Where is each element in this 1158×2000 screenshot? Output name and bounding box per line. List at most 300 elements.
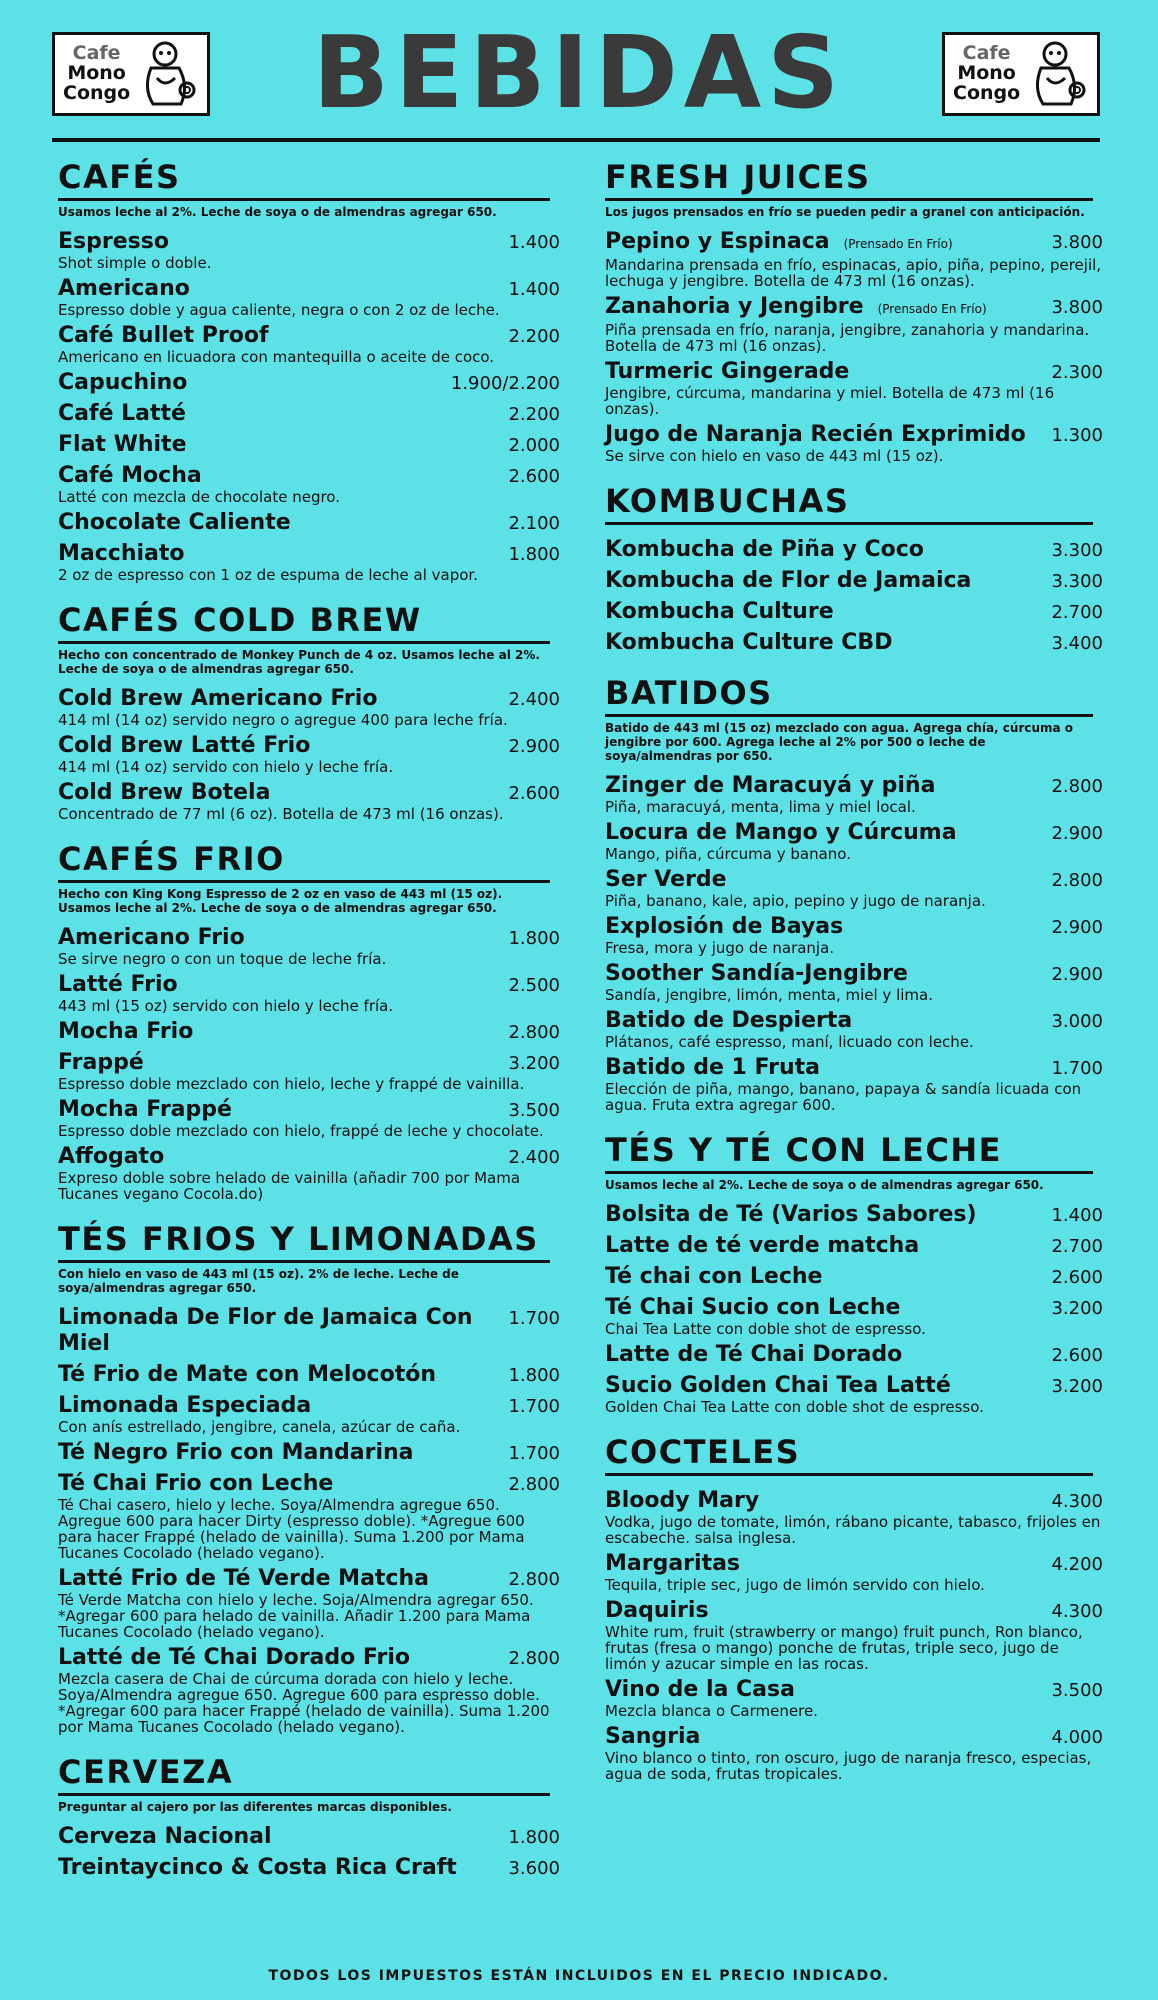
menu-item-name-text: Soother Sandía-Jengibre bbox=[605, 961, 908, 986]
section-note: Hecho con concentrado de Monkey Punch de 4 oz. Usamos leche al 2%. Leche de soya o de almendras agregar 650. bbox=[58, 648, 540, 676]
menu-item-price: 2.600 bbox=[1051, 1345, 1103, 1366]
section-note: Usamos leche al 2%. Leche de soya o de almendras agregar 650. bbox=[58, 205, 497, 219]
menu-item-name-text: Cerveza Nacional bbox=[58, 1824, 272, 1849]
menu-item bbox=[605, 599, 1103, 625]
menu-item bbox=[58, 1471, 560, 1561]
menu-item-row bbox=[605, 1008, 1103, 1034]
menu-item-description: Se sirve con hielo en vaso de 443 ml (15 oz). bbox=[605, 447, 944, 465]
menu-item bbox=[605, 773, 1103, 815]
menu-item-name bbox=[58, 1440, 414, 1466]
menu-item-price: 3.300 bbox=[1051, 571, 1103, 592]
menu-item-price: 3.200 bbox=[1051, 1298, 1103, 1319]
menu-item-row bbox=[58, 510, 560, 536]
menu-item-name bbox=[58, 780, 270, 806]
menu-item-price: 2.700 bbox=[1051, 602, 1103, 623]
menu-item bbox=[605, 867, 1103, 909]
menu-item-name-text: Sucio Golden Chai Tea Latté bbox=[605, 1373, 951, 1398]
menu-item-price: 1.700 bbox=[508, 1308, 560, 1329]
menu-item-price: 2.000 bbox=[508, 435, 560, 456]
menu-item bbox=[58, 1144, 560, 1202]
menu-item-description: White rum, fruit (strawberry or mango) fruit punch, Ron blanco, frutas (fresa o mango) ponche de frutas, triple seco, jugo de limón y azucar simple en las rocas. bbox=[605, 1623, 1083, 1673]
menu-item-name-text: Cold Brew Latté Frio bbox=[58, 733, 311, 758]
menu-item-description: Té Verde Matcha con hielo y leche. Soja/Almendra agregar 650. *Agregar 600 para helado de vainilla. Añadir 1.200 para Mama Tucanes Cocolado (helado vegano). bbox=[58, 1591, 534, 1641]
menu-item-description: Espresso doble y agua caliente, negra o con 2 oz de leche. bbox=[58, 301, 500, 319]
menu-item-price: 2.800 bbox=[508, 1022, 560, 1043]
menu-item-price: 3.500 bbox=[508, 1100, 560, 1121]
menu-item-price: 2.900 bbox=[1051, 964, 1103, 985]
menu-item-name bbox=[605, 422, 1026, 448]
menu-item-row bbox=[605, 568, 1103, 594]
menu-item-name-text: Mocha Frio bbox=[58, 1019, 194, 1044]
logo-line2: Mono bbox=[957, 62, 1016, 85]
menu-item-row bbox=[58, 1566, 560, 1592]
menu-item-row bbox=[58, 1305, 560, 1357]
section-cerveza bbox=[58, 1753, 560, 1881]
menu-item-price: 2.600 bbox=[508, 783, 560, 804]
menu-item bbox=[58, 925, 560, 967]
menu-item bbox=[605, 1008, 1103, 1050]
menu-item-price: 2.900 bbox=[1051, 823, 1103, 844]
menu-item-description: Elección de piña, mango, banano, papaya & sandía licuada con agua. Fruta extra agregar 600. bbox=[605, 1080, 1082, 1114]
menu-item bbox=[605, 229, 1103, 289]
menu-item bbox=[605, 1233, 1103, 1259]
menu-item-name bbox=[605, 537, 924, 563]
section-title: CAFÉS FRIO bbox=[58, 840, 550, 883]
menu-item-name-text: Cold Brew Botela bbox=[58, 780, 271, 805]
menu-item-name bbox=[605, 599, 834, 625]
menu-item-description: Espresso doble mezclado con hielo, frappé de leche y chocolate. bbox=[58, 1122, 544, 1140]
menu-item-name-text: Vino de la Casa bbox=[605, 1677, 795, 1702]
menu-item-price: 2.900 bbox=[1051, 917, 1103, 938]
menu-item-description: 2 oz de espresso con 1 oz de espuma de leche al vapor. bbox=[58, 566, 478, 584]
menu-item-description: Expreso doble sobre helado de vainilla (añadir 700 por Mama Tucanes vegano Cocola.do) bbox=[58, 1169, 521, 1203]
menu-item-name bbox=[58, 925, 245, 951]
menu-item-row bbox=[605, 1724, 1103, 1750]
menu-item bbox=[58, 1440, 560, 1466]
menu-item-description: Jengibre, cúrcuma, mandarina y miel. Botella de 473 ml (16 onzas). bbox=[605, 384, 1055, 418]
menu-item bbox=[605, 1551, 1103, 1593]
menu-item-row bbox=[58, 686, 560, 712]
menu-item-description: Concentrado de 77 ml (6 oz). Botella de 473 ml (16 onzas). bbox=[58, 805, 504, 823]
menu-item-description: Espresso doble mezclado con hielo, leche y frappé de vainilla. bbox=[58, 1075, 525, 1093]
menu-item-price: 2.800 bbox=[1051, 776, 1103, 797]
menu-item-description: Mandarina prensada en frío, espinacas, apio, piña, pepino, perejil, lechuga y jengibre. Botella de 473 ml (16 onzas). bbox=[605, 256, 1102, 290]
menu-item-name bbox=[605, 568, 971, 594]
menu-item bbox=[58, 1097, 560, 1139]
menu-item-name bbox=[58, 510, 291, 536]
menu-item-description: Shot simple o doble. bbox=[58, 254, 212, 272]
menu-item-price: 2.700 bbox=[1051, 1236, 1103, 1257]
section-note: Hecho con King Kong Espresso de 2 oz en vaso de 443 ml (15 oz). Usamos leche al 2%. Leche de soya o de almendras agregar 650. bbox=[58, 887, 503, 915]
menu-item-price: 3.800 bbox=[1051, 297, 1103, 318]
menu-item-name-text: Batido de 1 Fruta bbox=[605, 1055, 820, 1080]
menu-item-description: Americano en licuadora con mantequilla o aceite de coco. bbox=[58, 348, 495, 366]
section-title: TÉS Y TÉ CON LECHE bbox=[605, 1131, 1093, 1174]
menu-item-row bbox=[58, 1050, 560, 1076]
menu-item-price: 3.600 bbox=[508, 1858, 560, 1879]
menu-item-name bbox=[58, 276, 190, 302]
menu-item-price: 2.800 bbox=[1051, 870, 1103, 891]
monkey-icon bbox=[1027, 38, 1089, 110]
menu-item bbox=[58, 1566, 560, 1640]
menu-item bbox=[58, 1019, 560, 1045]
menu-item-row bbox=[58, 370, 560, 396]
menu-item-row bbox=[58, 1440, 560, 1466]
menu-item-name-text: Kombucha Culture bbox=[605, 599, 834, 624]
menu-item-row bbox=[58, 1144, 560, 1170]
menu-item bbox=[605, 914, 1103, 956]
menu-item-row bbox=[605, 1202, 1103, 1228]
menu-item bbox=[58, 1050, 560, 1092]
menu-item-description: Piña, maracuyá, menta, lima y miel local. bbox=[605, 798, 916, 816]
menu-item bbox=[605, 537, 1103, 563]
menu-item-row bbox=[605, 229, 1103, 257]
menu-item-row bbox=[605, 1055, 1103, 1081]
menu-item-name-text: Latte de té verde matcha bbox=[605, 1233, 920, 1258]
menu-item bbox=[605, 1295, 1103, 1337]
menu-item-name bbox=[605, 1295, 900, 1321]
menu-item-name-text: Té Frio de Mate con Melocotón bbox=[58, 1362, 437, 1387]
menu-item-name-text: Café Bullet Proof bbox=[58, 323, 269, 348]
menu-item-name bbox=[605, 867, 727, 893]
menu-item-name bbox=[58, 401, 186, 427]
section-note: Batido de 443 ml (15 oz) mezclado con agua. Agrega chía, cúrcuma o jengibre por 600. Agrega leche al 2% por 500 o leche de soya/almendras por 650. bbox=[605, 721, 1074, 763]
menu-item-row bbox=[58, 1645, 560, 1671]
menu-item-name bbox=[58, 1019, 193, 1045]
menu-item-description: Té Chai casero, hielo y leche. Soya/Almendra agregue 650. Agregue 600 para hacer Dirty (espresso doble). *Agregue 600 para hacer Frappé (helado de vainilla). Suma 1.200 por Mama Tucanes Cocolado (helado vegano). bbox=[58, 1496, 525, 1562]
menu-item-tag: (Prensado En Frío) bbox=[843, 237, 953, 251]
menu-item-description: Sandía, jengibre, limón, menta, miel y lima. bbox=[605, 986, 933, 1004]
menu-item-price: 3.500 bbox=[1051, 1680, 1103, 1701]
menu-item bbox=[58, 401, 560, 427]
menu-item-name-text: Americano Frio bbox=[58, 925, 245, 950]
menu-item-name-text: Treintaycinco & Costa Rica Craft bbox=[58, 1855, 457, 1880]
logo-line3: Congo bbox=[953, 81, 1021, 104]
menu-item-name-text: Té Chai Frio con Leche bbox=[58, 1471, 334, 1496]
section-title: CAFÉS bbox=[58, 158, 550, 201]
menu-item-row bbox=[58, 925, 560, 951]
menu-item-row bbox=[605, 1551, 1103, 1577]
menu-item-name-text: Café Latté bbox=[58, 401, 186, 426]
menu-item-name-text: Turmeric Gingerade bbox=[605, 359, 850, 384]
menu-item bbox=[58, 510, 560, 536]
logo-line1: Cafe bbox=[962, 42, 1011, 65]
menu-item-description: Con anís estrellado, jengibre, canela, azúcar de caña. bbox=[58, 1418, 461, 1436]
menu-item-description: Mezcla blanca o Carmenere. bbox=[605, 1702, 818, 1720]
menu-item-name bbox=[605, 1233, 919, 1259]
menu-item-row bbox=[605, 1342, 1103, 1368]
section-title: CERVEZA bbox=[58, 1753, 550, 1796]
menu-item-name bbox=[58, 1305, 508, 1357]
section-note: Con hielo en vaso de 443 ml (15 oz). 2% de leche. Leche de soya/almendras agregar 650. bbox=[58, 1267, 459, 1295]
menu-item-name bbox=[58, 463, 202, 489]
section-fresh-juices bbox=[605, 158, 1103, 464]
menu-item-price: 2.600 bbox=[1051, 1267, 1103, 1288]
menu-item-price: 4.300 bbox=[1051, 1491, 1103, 1512]
menu-item-price: 3.300 bbox=[1051, 540, 1103, 561]
menu-item bbox=[58, 1393, 560, 1435]
menu-item-name-text: Limonada Especiada bbox=[58, 1393, 312, 1418]
menu-item bbox=[58, 1645, 560, 1735]
page-title: BEBIDAS bbox=[312, 14, 846, 131]
menu-item-name bbox=[58, 1824, 272, 1850]
menu-item-row bbox=[605, 820, 1103, 846]
menu-item bbox=[58, 323, 560, 365]
menu-item bbox=[605, 1202, 1103, 1228]
logo-line1: Cafe bbox=[72, 42, 121, 65]
menu-item-description: Vino blanco o tinto, ron oscuro, jugo de naranja fresco, especias, agua de soda, frutas tropicales. bbox=[605, 1749, 1092, 1783]
menu-item-row bbox=[605, 359, 1103, 385]
menu-item-row bbox=[605, 422, 1103, 448]
menu-item bbox=[605, 1264, 1103, 1290]
menu-item-name bbox=[58, 1362, 436, 1388]
menu-item-row bbox=[605, 630, 1103, 656]
section-title: COCTELES bbox=[605, 1433, 1093, 1476]
menu-item bbox=[605, 1373, 1103, 1415]
menu-item bbox=[58, 432, 560, 458]
menu-item-price: 4.000 bbox=[1051, 1727, 1103, 1748]
menu-item-name bbox=[605, 359, 849, 385]
section-note: Usamos leche al 2%. Leche de soya o de almendras agregar 650. bbox=[605, 1178, 1044, 1192]
menu-item-name bbox=[58, 686, 377, 712]
menu-item-name-text: Kombucha de Flor de Jamaica bbox=[605, 568, 972, 593]
section-title: CAFÉS COLD BREW bbox=[58, 601, 550, 644]
menu-item-name-text: Batido de Despierta bbox=[605, 1008, 853, 1033]
menu-item-price: 1.900/2.200 bbox=[450, 373, 560, 394]
menu-item-price: 2.600 bbox=[508, 466, 560, 487]
menu-item bbox=[605, 568, 1103, 594]
menu-item-price: 2.100 bbox=[508, 513, 560, 534]
menu-item bbox=[58, 733, 560, 775]
menu-item-row bbox=[605, 1264, 1103, 1290]
menu-item-description: Piña prensada en frío, naranja, jengibre, zanahoria y mandarina. Botella de 473 ml (16 onzas). bbox=[605, 321, 1090, 355]
menu-item-tag: (Prensado En Frío) bbox=[877, 302, 987, 316]
menu-item-price: 2.900 bbox=[508, 736, 560, 757]
menu-item-name-text: Café Mocha bbox=[58, 463, 202, 488]
menu-item-name-text: Affogato bbox=[58, 1144, 165, 1169]
menu-item-row bbox=[605, 1295, 1103, 1321]
menu-item-price: 2.400 bbox=[508, 689, 560, 710]
menu-item-name bbox=[58, 1144, 164, 1170]
logo-text bbox=[953, 44, 1020, 104]
menu-item-row bbox=[605, 1233, 1103, 1259]
menu-item-price: 2.800 bbox=[508, 1569, 560, 1590]
menu-item-name-text: Margaritas bbox=[605, 1551, 741, 1576]
menu-item-name bbox=[605, 820, 957, 846]
menu-item-price: 2.300 bbox=[1051, 362, 1103, 383]
menu-item-name bbox=[605, 1202, 977, 1228]
menu-item-name bbox=[605, 1677, 795, 1703]
menu-item-name bbox=[605, 229, 953, 257]
menu-item-price: 4.300 bbox=[1051, 1601, 1103, 1622]
menu-item-price: 1.800 bbox=[508, 928, 560, 949]
section-kombuchas bbox=[605, 482, 1103, 656]
menu-item-row bbox=[605, 914, 1103, 940]
menu-item-description: Latté con mezcla de chocolate negro. bbox=[58, 488, 340, 506]
menu-item-name bbox=[605, 773, 935, 799]
menu-item-price: 1.800 bbox=[508, 1827, 560, 1848]
menu-item-name-text: Limonada De Flor de Jamaica Con Miel bbox=[58, 1305, 473, 1356]
menu-item-description: 414 ml (14 oz) servido con hielo y leche fría. bbox=[58, 758, 394, 776]
section-cafes-cold-brew bbox=[58, 601, 560, 822]
section-cafes bbox=[58, 158, 560, 583]
menu-item bbox=[605, 961, 1103, 1003]
menu-item-price: 3.200 bbox=[508, 1053, 560, 1074]
menu-item-name bbox=[58, 229, 169, 255]
menu-item-price: 1.400 bbox=[508, 232, 560, 253]
menu-item-name bbox=[605, 1724, 700, 1750]
menu-item-description: Se sirve negro o con un toque de leche fría. bbox=[58, 950, 387, 968]
section-note: Preguntar al cajero por las diferentes marcas disponibles. bbox=[58, 1800, 452, 1814]
menu-item-row bbox=[605, 867, 1103, 893]
menu-item-name bbox=[605, 1264, 822, 1290]
menu-item-name bbox=[605, 1373, 951, 1399]
menu-item bbox=[58, 541, 560, 583]
menu-item-row bbox=[605, 294, 1103, 322]
menu-item bbox=[58, 463, 560, 505]
menu-item-row bbox=[605, 599, 1103, 625]
menu-item-row bbox=[58, 1824, 560, 1850]
right-column bbox=[605, 140, 1103, 1787]
menu-item-description: 414 ml (14 oz) servido negro o agregue 400 para leche fría. bbox=[58, 711, 508, 729]
menu-item-name bbox=[605, 1342, 902, 1368]
menu-item-description: Piña, banano, kale, apio, pepino y jugo de naranja. bbox=[605, 892, 986, 910]
menu-item-name bbox=[58, 1097, 232, 1123]
menu-item-row bbox=[58, 432, 560, 458]
menu-item-price: 2.200 bbox=[508, 404, 560, 425]
menu-item bbox=[605, 820, 1103, 862]
menu-item-name-text: Pepino y Espinaca bbox=[605, 229, 830, 254]
menu-item-row bbox=[605, 1677, 1103, 1703]
menu-item bbox=[605, 359, 1103, 417]
menu-item-name-text: Zanahoria y Jengibre bbox=[605, 294, 864, 319]
menu-item-name-text: Explosión de Bayas bbox=[605, 914, 844, 939]
menu-item-name bbox=[605, 961, 908, 987]
menu-item bbox=[58, 1855, 560, 1881]
menu-item-name bbox=[58, 1645, 410, 1671]
menu-item-price: 3.200 bbox=[1051, 1376, 1103, 1397]
menu-item-name-text: Zinger de Maracuyá y piña bbox=[605, 773, 936, 798]
section-batidos bbox=[605, 674, 1103, 1113]
section-cafes-frio bbox=[58, 840, 560, 1202]
menu-item-price: 1.700 bbox=[1051, 1058, 1103, 1079]
menu-item-name bbox=[58, 1050, 144, 1076]
menu-item-row bbox=[58, 276, 560, 302]
menu-item-row bbox=[58, 229, 560, 255]
menu-item-description: Mango, piña, cúrcuma y banano. bbox=[605, 845, 851, 863]
menu-item-name-text: Mocha Frappé bbox=[58, 1097, 232, 1122]
menu-item-name bbox=[58, 972, 178, 998]
menu-item-name-text: Jugo de Naranja Recién Exprimido bbox=[605, 422, 1026, 447]
menu-item-row bbox=[58, 1019, 560, 1045]
menu-item-row bbox=[605, 1373, 1103, 1399]
menu-item-price: 2.400 bbox=[508, 1147, 560, 1168]
menu-item bbox=[58, 780, 560, 822]
menu-item bbox=[58, 276, 560, 318]
left-column bbox=[58, 140, 560, 1886]
menu-item-name bbox=[605, 1008, 852, 1034]
menu-item-row bbox=[58, 733, 560, 759]
menu-item bbox=[605, 294, 1103, 354]
menu-item bbox=[605, 1677, 1103, 1719]
section-title: TÉS FRIOS Y LIMONADAS bbox=[58, 1220, 550, 1263]
menu-item-name-text: Daquiris bbox=[605, 1598, 709, 1623]
menu-item-name bbox=[58, 1855, 457, 1881]
menu-item-price: 1.700 bbox=[508, 1396, 560, 1417]
logo-line2: Mono bbox=[67, 62, 126, 85]
menu-item-price: 1.800 bbox=[508, 1365, 560, 1386]
menu-item-name bbox=[605, 630, 892, 656]
menu-item-row bbox=[58, 1362, 560, 1388]
menu-item-name bbox=[605, 294, 987, 322]
menu-item-name bbox=[605, 1055, 820, 1081]
menu-item-name bbox=[605, 914, 843, 940]
menu-item-row bbox=[58, 1097, 560, 1123]
menu-item bbox=[58, 972, 560, 1014]
menu-item-row bbox=[58, 463, 560, 489]
menu-item-name-text: Té Chai Sucio con Leche bbox=[605, 1295, 901, 1320]
menu-item-description: 443 ml (15 oz) servido con hielo y leche fría. bbox=[58, 997, 394, 1015]
menu-item-name-text: Té Negro Frio con Mandarina bbox=[58, 1440, 414, 1465]
menu-item-name-text: Locura de Mango y Cúrcuma bbox=[605, 820, 957, 845]
menu-item-name-text: Capuchino bbox=[58, 370, 188, 395]
menu-item-row bbox=[58, 401, 560, 427]
menu-item-description: Chai Tea Latte con doble shot de espresso. bbox=[605, 1320, 926, 1338]
menu-item-row bbox=[58, 972, 560, 998]
menu-item-row bbox=[58, 541, 560, 567]
menu-item-name-text: Espresso bbox=[58, 229, 169, 254]
menu-item-name bbox=[605, 1598, 709, 1624]
menu-item-name-text: Sangria bbox=[605, 1724, 701, 1749]
menu-item-price: 4.200 bbox=[1051, 1554, 1103, 1575]
menu-item bbox=[605, 1342, 1103, 1368]
menu-item-name-text: Latte de Té Chai Dorado bbox=[605, 1342, 903, 1367]
section-tes-frios-y-limonadas bbox=[58, 1220, 560, 1735]
menu-item-description: Mezcla casera de Chai de cúrcuma dorada con hielo y leche. Soya/Almendra agregue 650. Agregue 600 para espresso doble. *Agregar 600 para hacer Frappé (helado de vainilla). Suma 1.200 por Mama Tucanes Cocolado (helado vegano). bbox=[58, 1670, 550, 1736]
menu-item-price: 2.800 bbox=[508, 1648, 560, 1669]
menu-item-price: 1.400 bbox=[508, 279, 560, 300]
menu-item-name-text: Bloody Mary bbox=[605, 1488, 760, 1513]
menu-item-description: Vodka, jugo de tomate, limón, rábano picante, tabasco, frijoles en escabeche. salsa inglesa. bbox=[605, 1513, 1101, 1547]
menu-item-row bbox=[605, 773, 1103, 799]
footer-note: TODOS LOS IMPUESTOS ESTÁN INCLUIDOS EN EL PRECIO INDICADO. bbox=[268, 1968, 890, 1984]
menu-item bbox=[605, 1598, 1103, 1672]
menu-item-name-text: Latté Frio bbox=[58, 972, 178, 997]
logo-line3: Congo bbox=[63, 81, 131, 104]
section-title: FRESH JUICES bbox=[605, 158, 1093, 201]
menu-item-name bbox=[58, 1566, 429, 1592]
menu-item-name-text: Cold Brew Americano Frio bbox=[58, 686, 378, 711]
menu-item-name-text: Chocolate Caliente bbox=[58, 510, 291, 535]
menu-item-row bbox=[605, 537, 1103, 563]
menu-item bbox=[58, 229, 560, 271]
section-cocteles bbox=[605, 1433, 1103, 1782]
menu-item-name bbox=[58, 541, 185, 567]
menu-item-price: 2.500 bbox=[508, 975, 560, 996]
menu-item-row bbox=[58, 1393, 560, 1419]
menu-item-price: 3.000 bbox=[1051, 1011, 1103, 1032]
menu-item-name-text: Frappé bbox=[58, 1050, 144, 1075]
menu-item bbox=[58, 370, 560, 396]
menu-item-name bbox=[58, 323, 269, 349]
menu-item-name-text: Ser Verde bbox=[605, 867, 727, 892]
menu-item-name bbox=[58, 370, 187, 396]
logo-right bbox=[942, 32, 1100, 116]
menu-item-row bbox=[605, 1598, 1103, 1624]
menu-item-name-text: Latté Frio de Té Verde Matcha bbox=[58, 1566, 429, 1591]
section-title: KOMBUCHAS bbox=[605, 482, 1093, 525]
menu-item-price: 3.800 bbox=[1051, 232, 1103, 253]
